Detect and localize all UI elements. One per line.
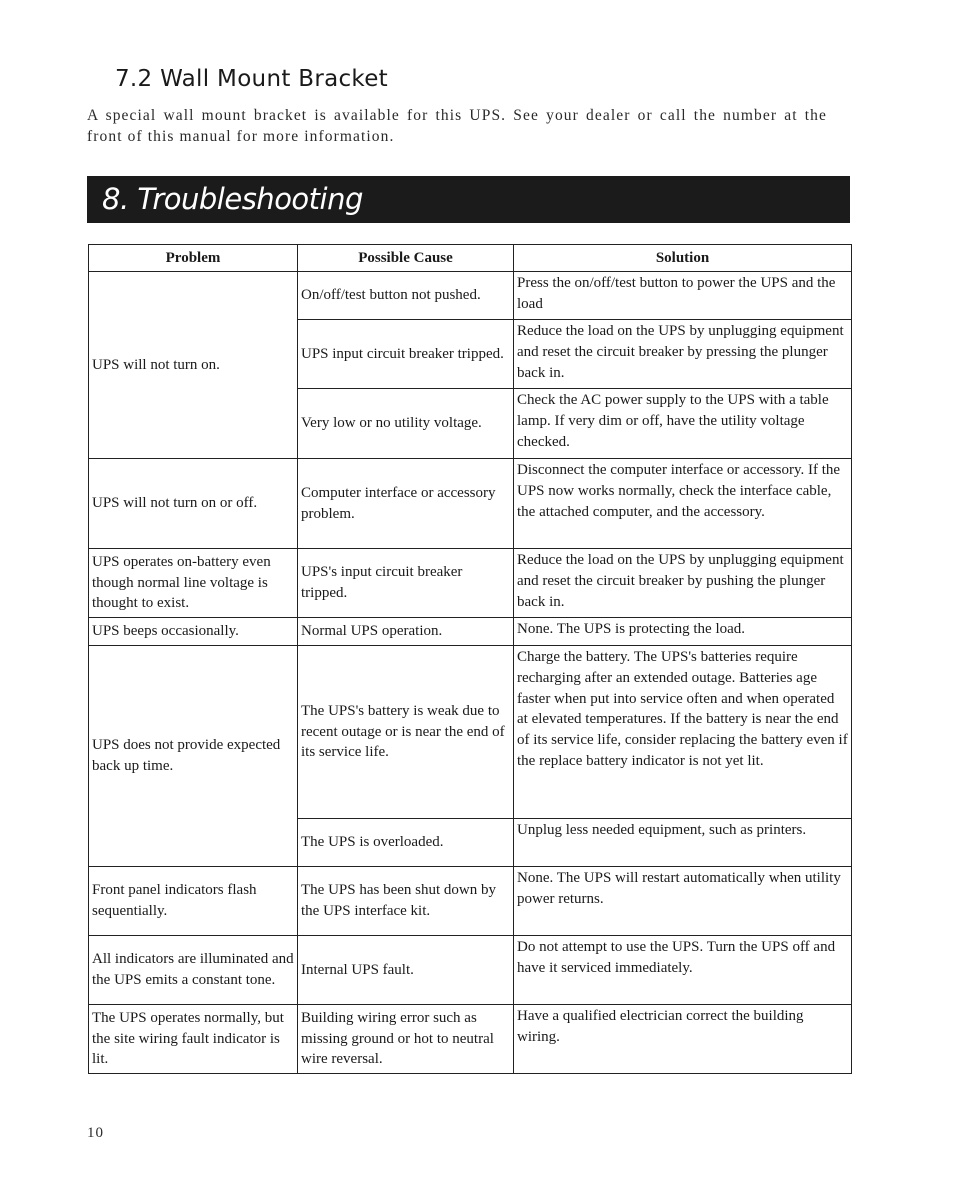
problem-cell: UPS will not turn on or off. bbox=[89, 459, 298, 549]
cause-cell: The UPS's battery is weak due to recent outage or is near the end of its service life. bbox=[298, 646, 514, 819]
problem-cell: UPS does not provide expected back up time. bbox=[89, 646, 298, 867]
chapter-title: 8. Troubleshooting bbox=[102, 182, 363, 216]
table-row bbox=[89, 618, 852, 646]
solution-cell: Have a qualified electrician correct the building wiring. bbox=[514, 1005, 852, 1074]
cause-cell: Computer interface or accessory problem. bbox=[298, 459, 514, 549]
solution-cell: Check the AC power supply to the UPS with a table lamp. If very dim or off, have the utility voltage checked. bbox=[514, 389, 852, 459]
cause-cell: The UPS is overloaded. bbox=[298, 819, 514, 867]
table-row bbox=[89, 459, 852, 549]
table-row bbox=[89, 867, 852, 936]
solution-cell: Charge the battery. The UPS's batteries require recharging after an extended outage. Batteries age faster when put into service often and when operated at elevated temperatures. If the battery is near the end of its service life, consider replacing the battery even if the replace battery indicator is not yet lit. bbox=[514, 646, 852, 819]
solution-cell: Reduce the load on the UPS by unplugging equipment and reset the circuit breaker by pressing the plunger back in. bbox=[514, 320, 852, 389]
header-problem: Problem bbox=[89, 245, 298, 272]
table-row bbox=[89, 646, 852, 819]
solution-cell: Disconnect the computer interface or accessory. If the UPS now works normally, check the interface cable, the attached computer, and the accessory. bbox=[514, 459, 852, 549]
table-row bbox=[89, 1005, 852, 1074]
page-number: 10 bbox=[87, 1125, 104, 1141]
solution-cell: Do not attempt to use the UPS. Turn the UPS off and have it serviced immediately. bbox=[514, 936, 852, 1005]
cause-cell: Normal UPS operation. bbox=[298, 618, 514, 646]
troubleshooting-table bbox=[88, 244, 852, 1074]
problem-cell: Front panel indicators flash sequentially. bbox=[89, 867, 298, 936]
cause-cell: The UPS has been shut down by the UPS interface kit. bbox=[298, 867, 514, 936]
section-heading: 7.2 Wall Mount Bracket bbox=[115, 66, 388, 92]
solution-cell: Unplug less needed equipment, such as printers. bbox=[514, 819, 852, 867]
header-solution: Solution bbox=[514, 245, 852, 272]
section-body-text: A special wall mount bracket is available for this UPS. See your dealer or call the number at the front of this manual for more information. bbox=[87, 107, 827, 145]
table-header-row bbox=[89, 245, 852, 272]
problem-cell: UPS will not turn on. bbox=[89, 272, 298, 459]
cause-cell: UPS input circuit breaker tripped. bbox=[298, 320, 514, 389]
chapter-banner bbox=[87, 176, 850, 223]
table-row bbox=[89, 936, 852, 1005]
solution-cell: None. The UPS is protecting the load. bbox=[514, 618, 852, 646]
problem-cell: All indicators are illuminated and the UPS emits a constant tone. bbox=[89, 936, 298, 1005]
problem-cell: UPS operates on-battery even though normal line voltage is thought to exist. bbox=[89, 549, 298, 618]
cause-cell: Building wiring error such as missing ground or hot to neutral wire reversal. bbox=[298, 1005, 514, 1074]
header-possible-cause: Possible Cause bbox=[298, 245, 514, 272]
cause-cell: Very low or no utility voltage. bbox=[298, 389, 514, 459]
table-row bbox=[89, 272, 852, 320]
problem-cell: The UPS operates normally, but the site wiring fault indicator is lit. bbox=[89, 1005, 298, 1074]
cause-cell: On/off/test button not pushed. bbox=[298, 272, 514, 320]
cause-cell: Internal UPS fault. bbox=[298, 936, 514, 1005]
problem-cell: UPS beeps occasionally. bbox=[89, 618, 298, 646]
solution-cell: None. The UPS will restart automatically when utility power returns. bbox=[514, 867, 852, 936]
cause-cell: UPS's input circuit breaker tripped. bbox=[298, 549, 514, 618]
solution-cell: Reduce the load on the UPS by unplugging equipment and reset the circuit breaker by pushing the plunger back in. bbox=[514, 549, 852, 618]
solution-cell: Press the on/off/test button to power the UPS and the load bbox=[514, 272, 852, 320]
table-row bbox=[89, 549, 852, 618]
